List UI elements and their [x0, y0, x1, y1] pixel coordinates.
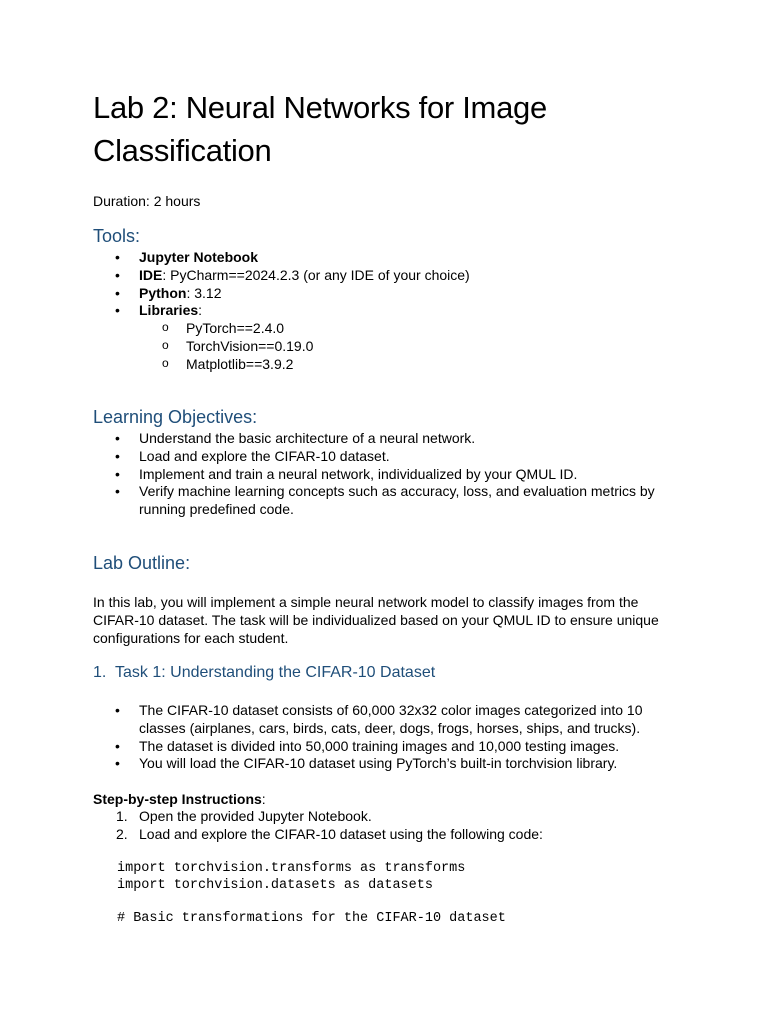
instruction-step	[0, 808, 543, 826]
objectives-list	[0, 430, 679, 519]
outline-heading: Lab Outline:	[93, 553, 191, 573]
library-item: o PyTorch==2.4.0	[139, 320, 679, 338]
tools-item	[0, 285, 679, 303]
task1-item: • You will load the CIFAR-10 dataset using PyTorch’s built-in torchvision library.	[0, 755, 679, 773]
objective-item: • Verify machine learning concepts such as accuracy, loss, and evaluation metrics by running predefined code.	[0, 483, 679, 519]
code-line: import torchvision.datasets as datasets	[117, 877, 433, 893]
instruction-step	[0, 826, 543, 844]
code-line	[117, 895, 506, 912]
code-block	[117, 861, 506, 928]
code-line: # Basic transformations for the CIFAR-10 dataset	[117, 911, 506, 927]
task1-title: Task 1: Understanding the CIFAR-10 Dataset	[115, 664, 436, 681]
tools-item-label: Jupyter Notebook	[139, 249, 259, 265]
page-title: Lab 2: Neural Networks for Image Classification	[93, 90, 547, 168]
library-item: o Matplotlib==3.9.2	[139, 356, 679, 374]
tools-item	[0, 302, 679, 373]
tools-item	[0, 267, 679, 285]
objective-item: • Implement and train a neural network, individualized by your QMUL ID.	[0, 466, 679, 484]
instructions-list	[0, 808, 543, 844]
step-number: 2.	[116, 825, 128, 842]
instructions-heading-label: Step-by-step Instructions	[93, 791, 262, 807]
tools-item-label: Libraries	[139, 302, 199, 319]
tools-item	[0, 249, 679, 267]
task1-list	[0, 702, 679, 773]
tools-item-value: : PyCharm==2024.2.3 (or any IDE of your choice)	[162, 266, 470, 283]
step-text: Load and explore the CIFAR-10 dataset using the following code:	[139, 825, 543, 842]
tools-item-label: IDE	[139, 266, 163, 283]
instructions-heading	[93, 790, 266, 808]
instructions-heading-suffix: :	[261, 791, 266, 807]
tools-item-label: Python	[139, 284, 187, 301]
objective-item: • Understand the basic architecture of a neural network.	[0, 430, 679, 448]
task1-item: • The CIFAR-10 dataset consists of 60,000 32x32 color images categorized into 10 classes (airplanes, cars, birds, cats, deer, dogs, frogs, horses, ships, and trucks).	[0, 702, 679, 738]
tools-list	[0, 249, 679, 374]
task1-heading	[93, 664, 435, 682]
objectives-heading: Learning Objectives:	[93, 407, 258, 427]
library-item: o TorchVision==0.19.0	[139, 338, 679, 356]
task1-number: 1.	[93, 664, 107, 681]
tools-item-value: :	[198, 302, 203, 319]
step-number: 1.	[116, 808, 128, 824]
code-line: import torchvision.transforms as transforms	[117, 861, 466, 876]
task1-item: • The dataset is divided into 50,000 training images and 10,000 testing images.	[0, 738, 679, 756]
step-text: Open the provided Jupyter Notebook.	[139, 808, 372, 824]
objective-item: • Load and explore the CIFAR-10 dataset.	[0, 448, 679, 466]
libraries-list	[139, 320, 679, 373]
tools-heading: Tools:	[93, 226, 141, 246]
tools-item-value: : 3.12	[186, 284, 222, 301]
duration-text: Duration: 2 hours	[93, 193, 201, 209]
outline-paragraph: In this lab, you will implement a simple neural network model to classify images from the CIFAR-10 dataset. The task will be individualized based on your QMUL ID to ensure unique configurations for each student.	[93, 594, 659, 646]
